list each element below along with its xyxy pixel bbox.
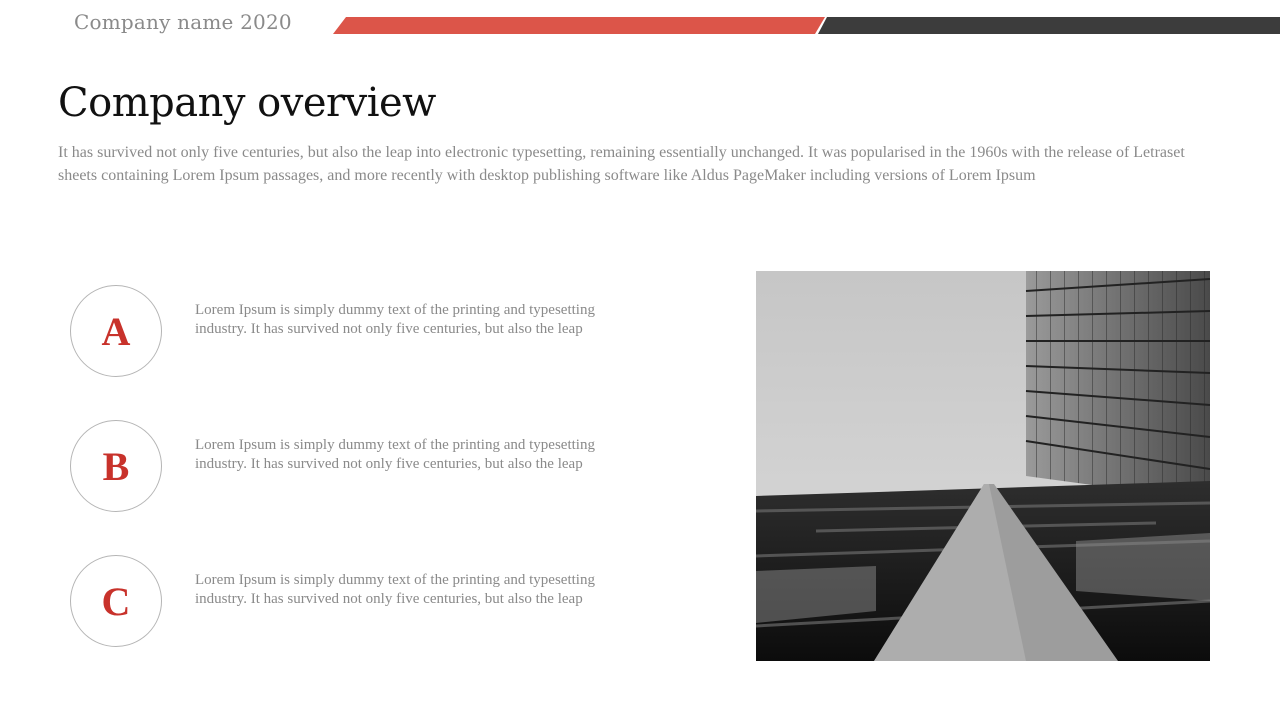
item-letter: B <box>102 443 130 489</box>
building-photo <box>756 271 1210 661</box>
letter-circle <box>70 420 162 512</box>
item-letter: A <box>101 308 131 354</box>
item-description: Lorem Ipsum is simply dummy text of the printing and typesetting industry. It has survived not only five centuries, but also the leap <box>195 572 595 607</box>
item-letter: C <box>101 578 131 624</box>
item-description: Lorem Ipsum is simply dummy text of the printing and typesetting industry. It has survived not only five centuries, but also the leap <box>195 302 595 337</box>
list-item-a <box>70 285 670 379</box>
page-title: Company overview <box>58 80 436 126</box>
company-name: Company name 2020 <box>74 10 292 34</box>
intro-paragraph: It has survived not only five centuries, but also the leap into electronic typesetting, remaining essentially unchanged. It was popularised in the 1960s with the release of Letraset sheets containing Lorem Ipsum passages, and more recently with desktop publishing software like Aldus PageMaker including versions of Lorem Ipsum <box>58 144 1185 184</box>
item-description: Lorem Ipsum is simply dummy text of the printing and typesetting industry. It has survived not only five centuries, but also the leap <box>195 437 595 472</box>
letter-circle <box>70 555 162 647</box>
list-item-c <box>70 555 670 649</box>
header-dark-stripe <box>818 17 1280 34</box>
letter-circle <box>70 285 162 377</box>
header-accent-stripe <box>333 17 825 34</box>
list-item-b <box>70 420 670 514</box>
